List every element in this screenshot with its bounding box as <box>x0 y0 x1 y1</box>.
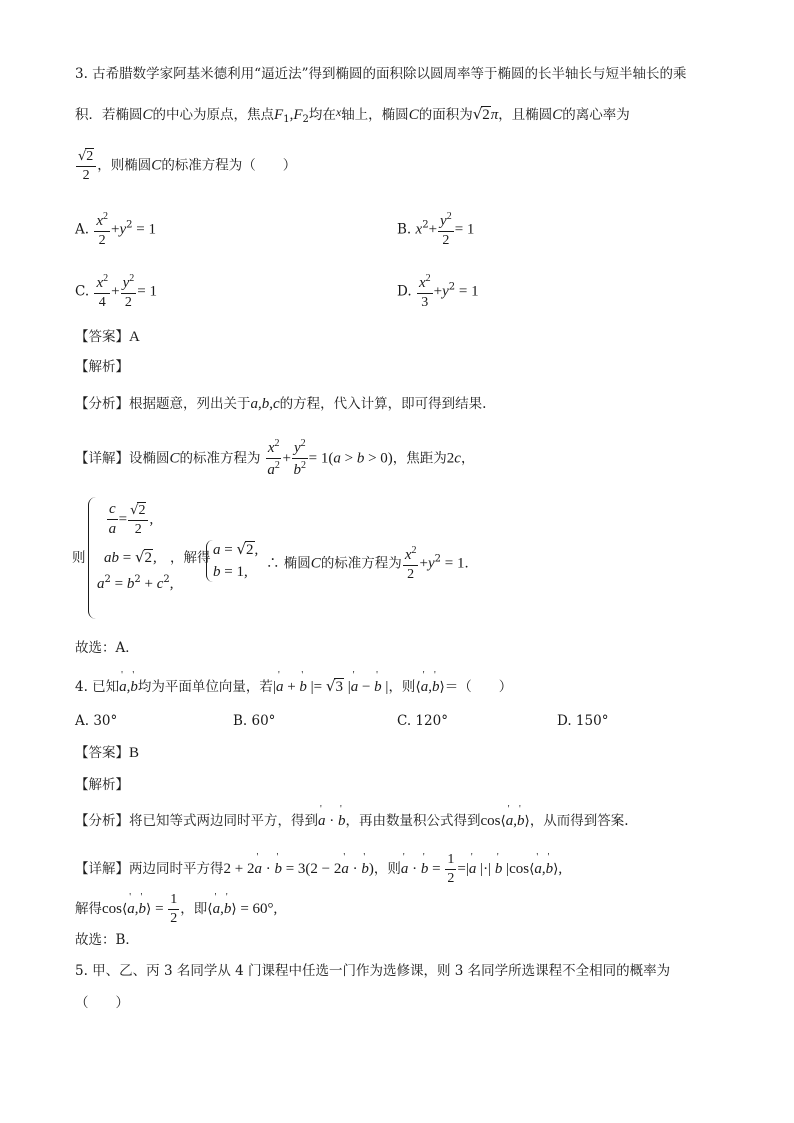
solution-brace <box>206 540 213 582</box>
text: 【解析】 <box>75 359 129 375</box>
q4-option-a <box>75 715 117 729</box>
q5-stem-line1 <box>75 965 670 979</box>
q3-xiangjie: 【详解】设椭圆C的标准方程为 $\frac{x^2}{a^2}$ + $\frac{y^2}{b^2}$ = 1(a > b > 0)，焦距为2c， <box>75 438 475 479</box>
q4-analysis-tag <box>75 779 129 793</box>
q3-stem-line3: $\frac{√2}{2}$ ，则椭圆C的标准方程为（ ） <box>78 149 297 184</box>
text: 均在 <box>308 107 336 123</box>
text: ，且椭圆 <box>498 107 553 123</box>
text: 根据题意，列出关于 <box>129 396 251 412</box>
text: 的标准方程为 <box>179 450 261 467</box>
text: C. 120° <box>397 713 448 729</box>
text: 【分析】 <box>75 396 129 412</box>
system-eq1: $\frac{c}{a}$ = $\frac{√2}{2}$ , <box>108 501 154 538</box>
text: 故选：A． <box>75 640 139 656</box>
text: 设椭圆 <box>129 450 170 467</box>
q3-option-b: B. $x^2+$ $\frac{y^2}{2}$ = 1 <box>397 211 475 249</box>
system-eq3: $a^2 = b^2 + c^2$, <box>97 574 174 592</box>
answer-tag: 【答案】 <box>75 329 129 345</box>
text: 【分析】 <box>75 813 129 829</box>
q3-analysis-tag <box>75 361 129 375</box>
text: 两边同时平方得 <box>129 861 224 878</box>
text: D. 150° <box>557 713 609 729</box>
text: ∴ 椭圆 <box>266 555 311 572</box>
option-label: C. <box>75 283 90 300</box>
text: 则 <box>72 550 86 566</box>
q4-option-c <box>397 715 448 729</box>
system-brace <box>88 497 96 619</box>
text: ，再由数量积公式得到 <box>345 813 481 829</box>
text: 将已知等式两边同时平方，得到 <box>129 813 318 829</box>
text: 解得 <box>75 901 102 918</box>
q3-option-d: D. $\frac{x^2}{3}$ $+y^2 = 1$ <box>397 273 479 311</box>
q4-stem: 4. 已知' a,' b均为平面单位向量，若|' a + ' b |= √3 |' a − ' b |，则⟨' a,' b⟩＝（ ） <box>75 678 512 696</box>
text: ， <box>460 450 475 467</box>
option-label: B. <box>397 221 412 238</box>
q3-option-c: C. $\frac{x^2}{4}$ + $\frac{y^2}{2}$ = 1 <box>75 273 157 311</box>
q3-answer <box>75 330 140 345</box>
text: 的标准方程为（ ） <box>161 157 297 174</box>
text: ，则 <box>388 679 416 695</box>
solution-eq1: a = √2, <box>213 540 259 558</box>
text: 的离心率为 <box>562 107 630 123</box>
solution-eq2: b = 1, <box>213 564 248 580</box>
text: ，即 <box>180 901 208 918</box>
text: 【解析】 <box>75 777 129 793</box>
q3-jiede <box>170 552 211 566</box>
text: ，则椭圆 <box>97 157 152 174</box>
text: 【详解】 <box>75 861 129 878</box>
text: B. 60° <box>233 713 276 729</box>
text: 的方程，代入计算，即可得到结果. <box>279 396 487 412</box>
option-label: A. <box>75 221 90 238</box>
text: （ ） <box>75 995 129 1011</box>
text: 积．若椭圆 <box>75 107 143 123</box>
q4-fenxi: 【分析】将已知等式两边同时平方，得到' a · ' b，再由数量积公式得到cos⟨' a,' b⟩，从而得到答案. <box>75 814 629 829</box>
answer-value: B <box>129 745 140 761</box>
answer-value: A <box>129 329 140 345</box>
system-eq2: ab = √2, <box>104 548 157 566</box>
q3-stem-line1 <box>75 68 686 82</box>
option-label: D. <box>397 283 412 300</box>
q3-fenxi: 【分析】根据题意，列出关于a,b,c的方程，代入计算，即可得到结果. <box>75 396 487 412</box>
q4-xiangjie: 【详解】两边同时平方得2 + 2' a · ' b = 3(2 − 2' a · ' b)，则' a · ' b = $\frac{1}{2}$ =|' a |·| ' b |cos⟨' a,' b⟩, <box>75 852 562 887</box>
q4-answer <box>75 746 139 761</box>
q3-ze <box>72 552 86 566</box>
q4-option-b <box>233 715 275 729</box>
fraction-sqrt2-over-2: $\frac{√2}{2}$ <box>76 148 96 184</box>
text: 【详解】 <box>75 450 129 467</box>
q4-guxuan <box>75 934 139 948</box>
text: ，则 <box>373 861 401 878</box>
text: ＝（ ） <box>444 679 513 695</box>
answer-tag: 【答案】 <box>75 745 129 761</box>
text: 4. 已知 <box>75 679 120 695</box>
text: 5. 甲、乙、丙 3 名同学从 4 门课程中任选一门作为选修课，则 3 名同学所选课程不全相同的概率为 <box>75 963 671 979</box>
text: 的标准方程为 <box>320 555 402 572</box>
q5-stem-line2 <box>75 997 129 1011</box>
q3-guxuan <box>75 642 139 656</box>
text: ． <box>464 555 478 572</box>
q4-option-d <box>557 715 608 729</box>
text: 的面积为 <box>418 107 473 123</box>
text: 故选：B． <box>75 932 139 948</box>
q3-text: 3. 古希腊数学家阿基米德利用“逼近法”得到椭圆的面积除以圆周率等于椭圆的长半轴长与短半轴长的乘 <box>75 66 687 82</box>
q3-conclusion: ∴ 椭圆C的标准方程为 $\frac{x^2}{2}$ $+y^2 = 1$． <box>266 545 478 583</box>
text: ，从而得到答案. <box>529 813 629 829</box>
text: 的中心为原点，焦点 <box>152 107 275 123</box>
text: 轴上，椭圆 <box>341 107 409 123</box>
q3-stem-line2: 积．若椭圆C的中心为原点，焦点$F_1,F_2$均在x轴上，椭圆C的面积为√2π，且椭圆C的离心率为 <box>75 105 630 125</box>
q3-option-a: A. $\frac{x^2}{2}$ $+y^2 = 1$ <box>75 211 156 249</box>
text: 均为平面单位向量，若 <box>137 679 273 695</box>
text: ，焦距为 <box>392 450 447 467</box>
text: ，解得 <box>170 550 211 566</box>
text: A. 30° <box>75 713 118 729</box>
q4-jiede: 解得cos⟨' a,' b⟩ = $\frac{1}{2}$ ，即⟨' a,' b⟩ = 60°, <box>75 892 277 927</box>
